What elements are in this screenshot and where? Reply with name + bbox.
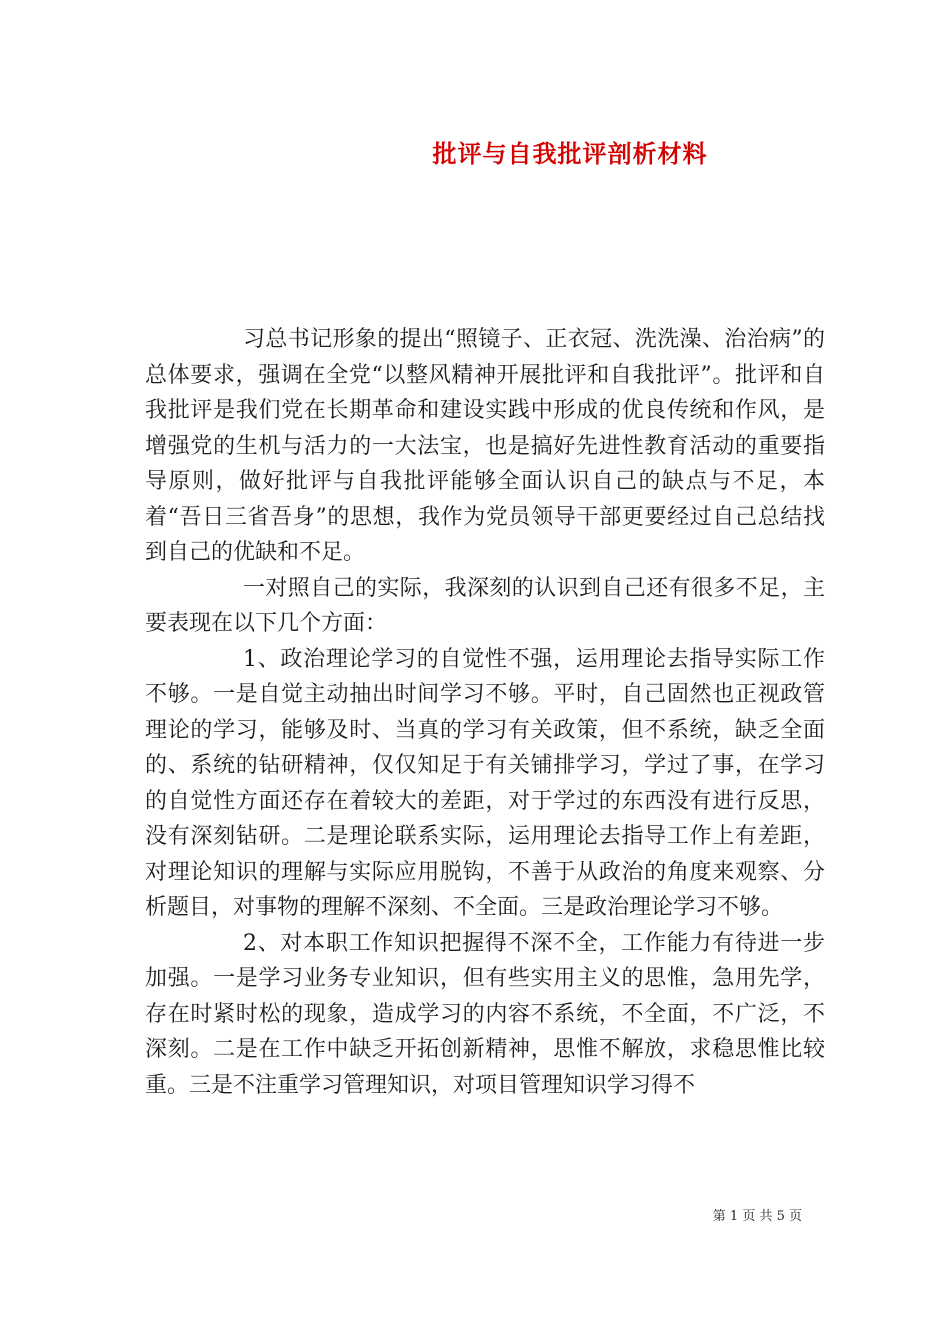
document-body: [145, 322, 825, 1103]
page-number-footer: 第 1 页 共 5 页: [712, 1209, 802, 1224]
document-title: 批评与自我批评剖析材料: [432, 139, 708, 168]
paragraph-point-1: 1、政治理论学习的自觉性不强，运用理论去指导实际工作不够。一是自觉主动抽出时间学习不够。平时，自己固然也正视政管理论的学习，能够及时、当真的学习有关政策，但不系统，缺乏全面的、系统的钻研精神，仅仅知足于有关铺排学习，学过了事，在学习的自觉性方面还存在着较大的差距，对于学过的东西没有进行反思，没有深刻钻研。二是理论联系实际，运用理论去指导工作上有差距，对理论知识的理解与实际应用脱钩，不善于从政治的角度来观察、分析题目，对事物的理解不深刻、不全面。三是政治理论学习不够。: [145, 646, 825, 920]
paragraph-intro: 习总书记形象的提出“照镜子、正衣冠、洗洗澡、治治病”的总体要求，强调在全党“以整风精神开展批评和自我批评”。批评和自我批评是我们党在长期革命和建设实践中形成的优良传统和作风，是增强党的生机与活力的一大法宝，也是搞好先进性教育活动的重要指导原则，做好批评与自我批评能够全面认识自己的缺点与不足，本着“吾日三省吾身”的思想，我作为党员领导干部更要经过自己总结找到自己的优缺和不足。: [145, 327, 825, 565]
paragraph-point-2: 2、对本职工作知识把握得不深不全，工作能力有待进一步加强。一是学习业务专业知识，但有些实用主义的思惟，急用先学，存在时紧时松的现象，造成学习的内容不系统，不全面，不广泛，不深刻。二是在工作中缺乏开拓创新精神，思惟不解放，求稳思惟比较重。三是不注重学习管理知识，对项目管理知识学习得不: [145, 930, 825, 1098]
paragraph-overview: 一对照自己的实际，我深刻的认识到自己还有很多不足，主要表现在以下几个方面：: [145, 575, 825, 636]
